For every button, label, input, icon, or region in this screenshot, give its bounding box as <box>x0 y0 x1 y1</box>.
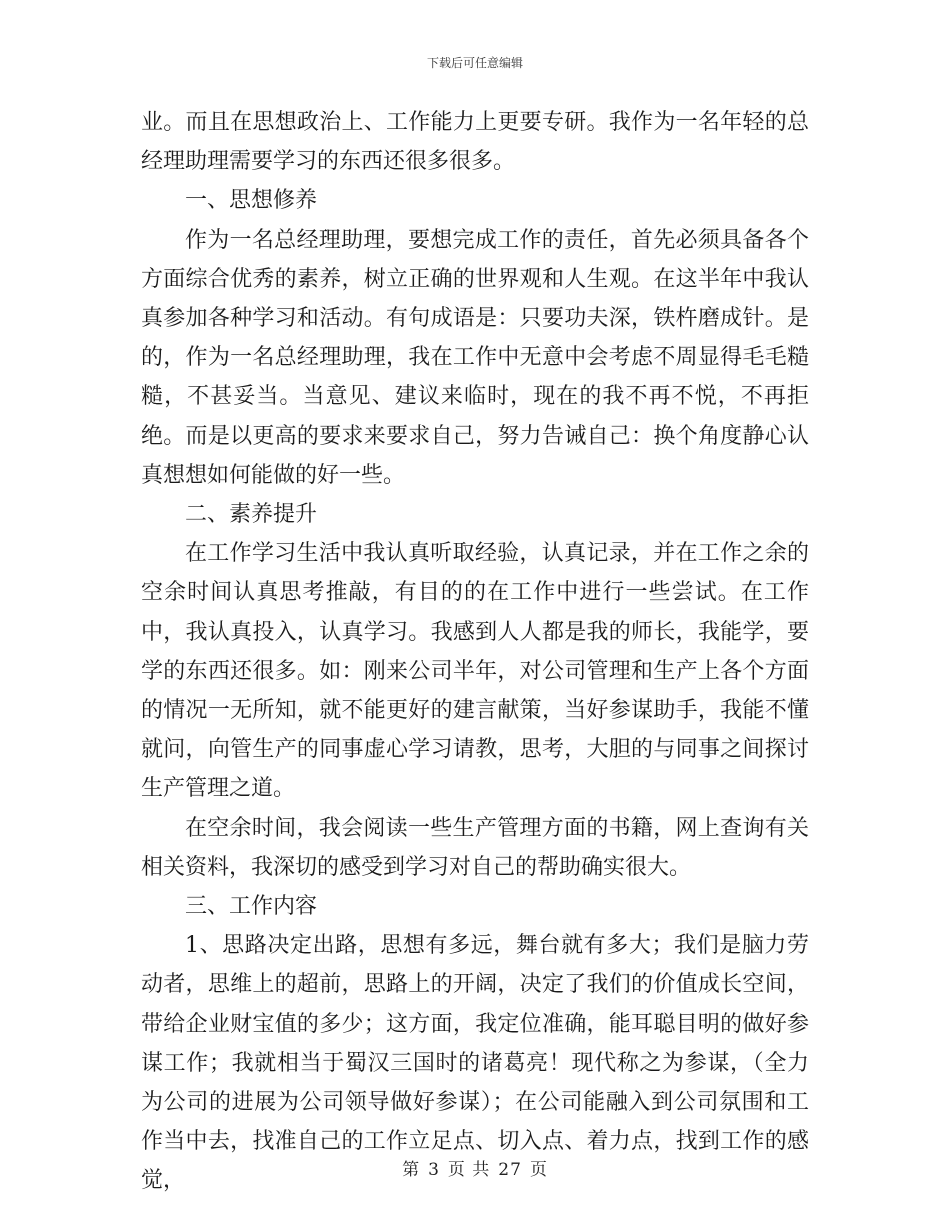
page-header: 下载后可任意编辑 <box>426 56 523 70</box>
paragraph-ideology: 作为一名总经理助理，要想完成工作的责任，首先必须具备各个方面综合优秀的素养，树立正确的世界观和人生观。在这半年中我认真参加各种学习和活动。有句成语是：只要功夫深，铁杵磨成针。是的，作为一名总经理助理，我在工作中无意中会考虑不周显得毛毛糙糙，不甚妥当。当意见、建议来临时，现在的我不再不悦，不再拒绝。而是以更高的要求来要求自己，努力告诫自己：换个角度静心认真想想如何能做的好一些。 <box>141 227 809 488</box>
total-pages: 27 <box>498 1160 522 1180</box>
page-footer <box>0 1155 950 1180</box>
section-heading-2: 二、素养提升 <box>185 502 318 528</box>
paragraph-continuation: 业。而且在思想政治上、工作能力上更要专研。我作为一名年轻的总经理助理需要学习的东西还很多很多。 <box>141 110 809 175</box>
section-heading-3: 三、工作内容 <box>185 894 318 920</box>
footer-mid: 页 共 <box>447 1160 491 1180</box>
section-heading-1: 一、思想修养 <box>185 188 318 214</box>
paragraph-work-item-1: 1、思路决定出路，思想有多远，舞台就有多大；我们是脑力劳动者，思维上的超前，思路上的开阔，决定了我们的价值成长空间，带给企业财宝值的多少；这方面，我定位准确，能耳聪目明的做好参谋工作；我就相当于蜀汉三国时的诸葛亮！现代称之为参谋，（全力为公司的进展为公司领导做好参谋）；在公司能融入到公司氛围和工作当中去，找准自己的工作立足点、切入点、着力点，找到工作的感觉， <box>141 933 809 1194</box>
footer-suffix: 页 <box>529 1160 548 1180</box>
document-body <box>141 103 809 1201</box>
paragraph-learning: 在工作学习生活中我认真听取经验，认真记录，并在工作之余的空余时间认真思考推敲，有目的的在工作中进行一些尝试。在工作中，我认真投入，认真学习。我感到人人都是我的师长，我能学，要学的东西还很多。如：刚来公司半年，对公司管理和生产上各个方面的情况一无所知，就不能更好的建言献策，当好参谋助手，我能不懂就问，向管生产的同事虚心学习请教，思考，大胆的与同事之间探讨生产管理之道。 <box>141 541 809 802</box>
page-number: 3 <box>428 1160 440 1180</box>
footer-prefix: 第 <box>402 1160 421 1180</box>
paragraph-reading: 在空余时间，我会阅读一些生产管理方面的书籍，网上查询有关相关资料，我深切的感受到学习对自己的帮助确实很大。 <box>141 815 809 880</box>
